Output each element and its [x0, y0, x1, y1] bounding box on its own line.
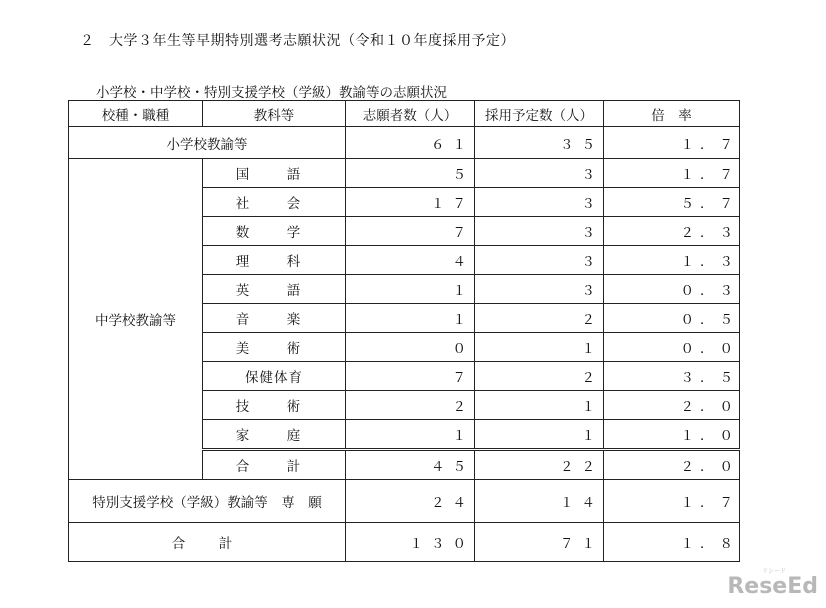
watermark-subtext: リシード — [761, 568, 786, 575]
col-header-ratio: 倍 率 — [604, 101, 740, 127]
row-label: 特別支援学校（学級）教諭等 専 願 — [69, 480, 346, 523]
planned-cell: ３ — [475, 275, 604, 304]
planned-cell: １４ — [475, 480, 604, 523]
subject-cell: 家 庭 — [203, 420, 346, 450]
ratio-cell: １．７ — [604, 159, 740, 188]
ratio-cell: １．８ — [604, 523, 740, 562]
planned-cell: ３ — [475, 217, 604, 246]
row-label: 合 計 — [69, 523, 346, 562]
planned-cell: ７１ — [475, 523, 604, 562]
subject-cell: 美 術 — [203, 333, 346, 362]
ratio-cell: ２．０ — [604, 391, 740, 420]
applicants-cell: ２ — [346, 391, 475, 420]
applicants-cell: ０ — [346, 333, 475, 362]
col-header-planned: 採用予定数（人） — [475, 101, 604, 127]
ratio-cell: １．０ — [604, 420, 740, 450]
ratio-cell: １．７ — [604, 480, 740, 523]
ratio-cell: ０．３ — [604, 275, 740, 304]
table-row — [69, 159, 740, 188]
section-heading: ２ 大学３年生等早期特別選考志願状況（令和１０年度採用予定） — [80, 33, 515, 49]
applicants-cell: ４ — [346, 246, 475, 275]
applicants-cell: １ — [346, 304, 475, 333]
subject-cell: 数 学 — [203, 217, 346, 246]
planned-cell: ３ — [475, 246, 604, 275]
subject-cell: 合 計 — [203, 450, 346, 480]
table-row-elementary — [69, 127, 740, 159]
subject-cell: 英 語 — [203, 275, 346, 304]
col-header-subject: 教科等 — [203, 101, 346, 127]
application-status-table — [68, 100, 740, 562]
ratio-cell: １．７ — [604, 127, 740, 159]
ratio-cell: ３．５ — [604, 362, 740, 391]
ratio-cell: ０．０ — [604, 333, 740, 362]
applicants-cell: ２４ — [346, 480, 475, 523]
applicants-cell: １ — [346, 275, 475, 304]
table-row-special — [69, 480, 740, 523]
planned-cell: １ — [475, 333, 604, 362]
col-header-school-type: 校種・職種 — [69, 101, 203, 127]
row-label: 小学校教諭等 — [69, 127, 346, 159]
subject-cell: 国 語 — [203, 159, 346, 188]
applicants-cell: １３０ — [346, 523, 475, 562]
ratio-cell: １．３ — [604, 246, 740, 275]
planned-cell: １ — [475, 420, 604, 450]
ratio-cell: ２．０ — [604, 450, 740, 480]
planned-cell: ２２ — [475, 450, 604, 480]
applicants-cell: ６１ — [346, 127, 475, 159]
applicants-cell: １ — [346, 420, 475, 450]
watermark-logo: ReseEd — [727, 574, 818, 599]
planned-cell: ３ — [475, 188, 604, 217]
row-label-junior: 中学校教諭等 — [69, 159, 203, 480]
subject-cell: 理 科 — [203, 246, 346, 275]
planned-cell: １ — [475, 391, 604, 420]
subject-cell: 保健体育 — [203, 362, 346, 391]
ratio-cell: ５．７ — [604, 188, 740, 217]
table-row-grand-total — [69, 523, 740, 562]
table-header-row — [69, 101, 740, 127]
planned-cell: ２ — [475, 304, 604, 333]
planned-cell: ３５ — [475, 127, 604, 159]
applicants-cell: ４５ — [346, 450, 475, 480]
applicants-cell: ７ — [346, 217, 475, 246]
table-caption: 小学校・中学校・特別支援学校（学級）教諭等の志願状況 — [96, 85, 447, 101]
planned-cell: ２ — [475, 362, 604, 391]
col-header-applicants: 志願者数（人） — [346, 101, 475, 127]
subject-cell: 技 術 — [203, 391, 346, 420]
planned-cell: ３ — [475, 159, 604, 188]
subject-cell: 社 会 — [203, 188, 346, 217]
applicants-cell: １７ — [346, 188, 475, 217]
ratio-cell: ０．５ — [604, 304, 740, 333]
applicants-cell: ７ — [346, 362, 475, 391]
applicants-cell: ５ — [346, 159, 475, 188]
subject-cell: 音 楽 — [203, 304, 346, 333]
ratio-cell: ２．３ — [604, 217, 740, 246]
